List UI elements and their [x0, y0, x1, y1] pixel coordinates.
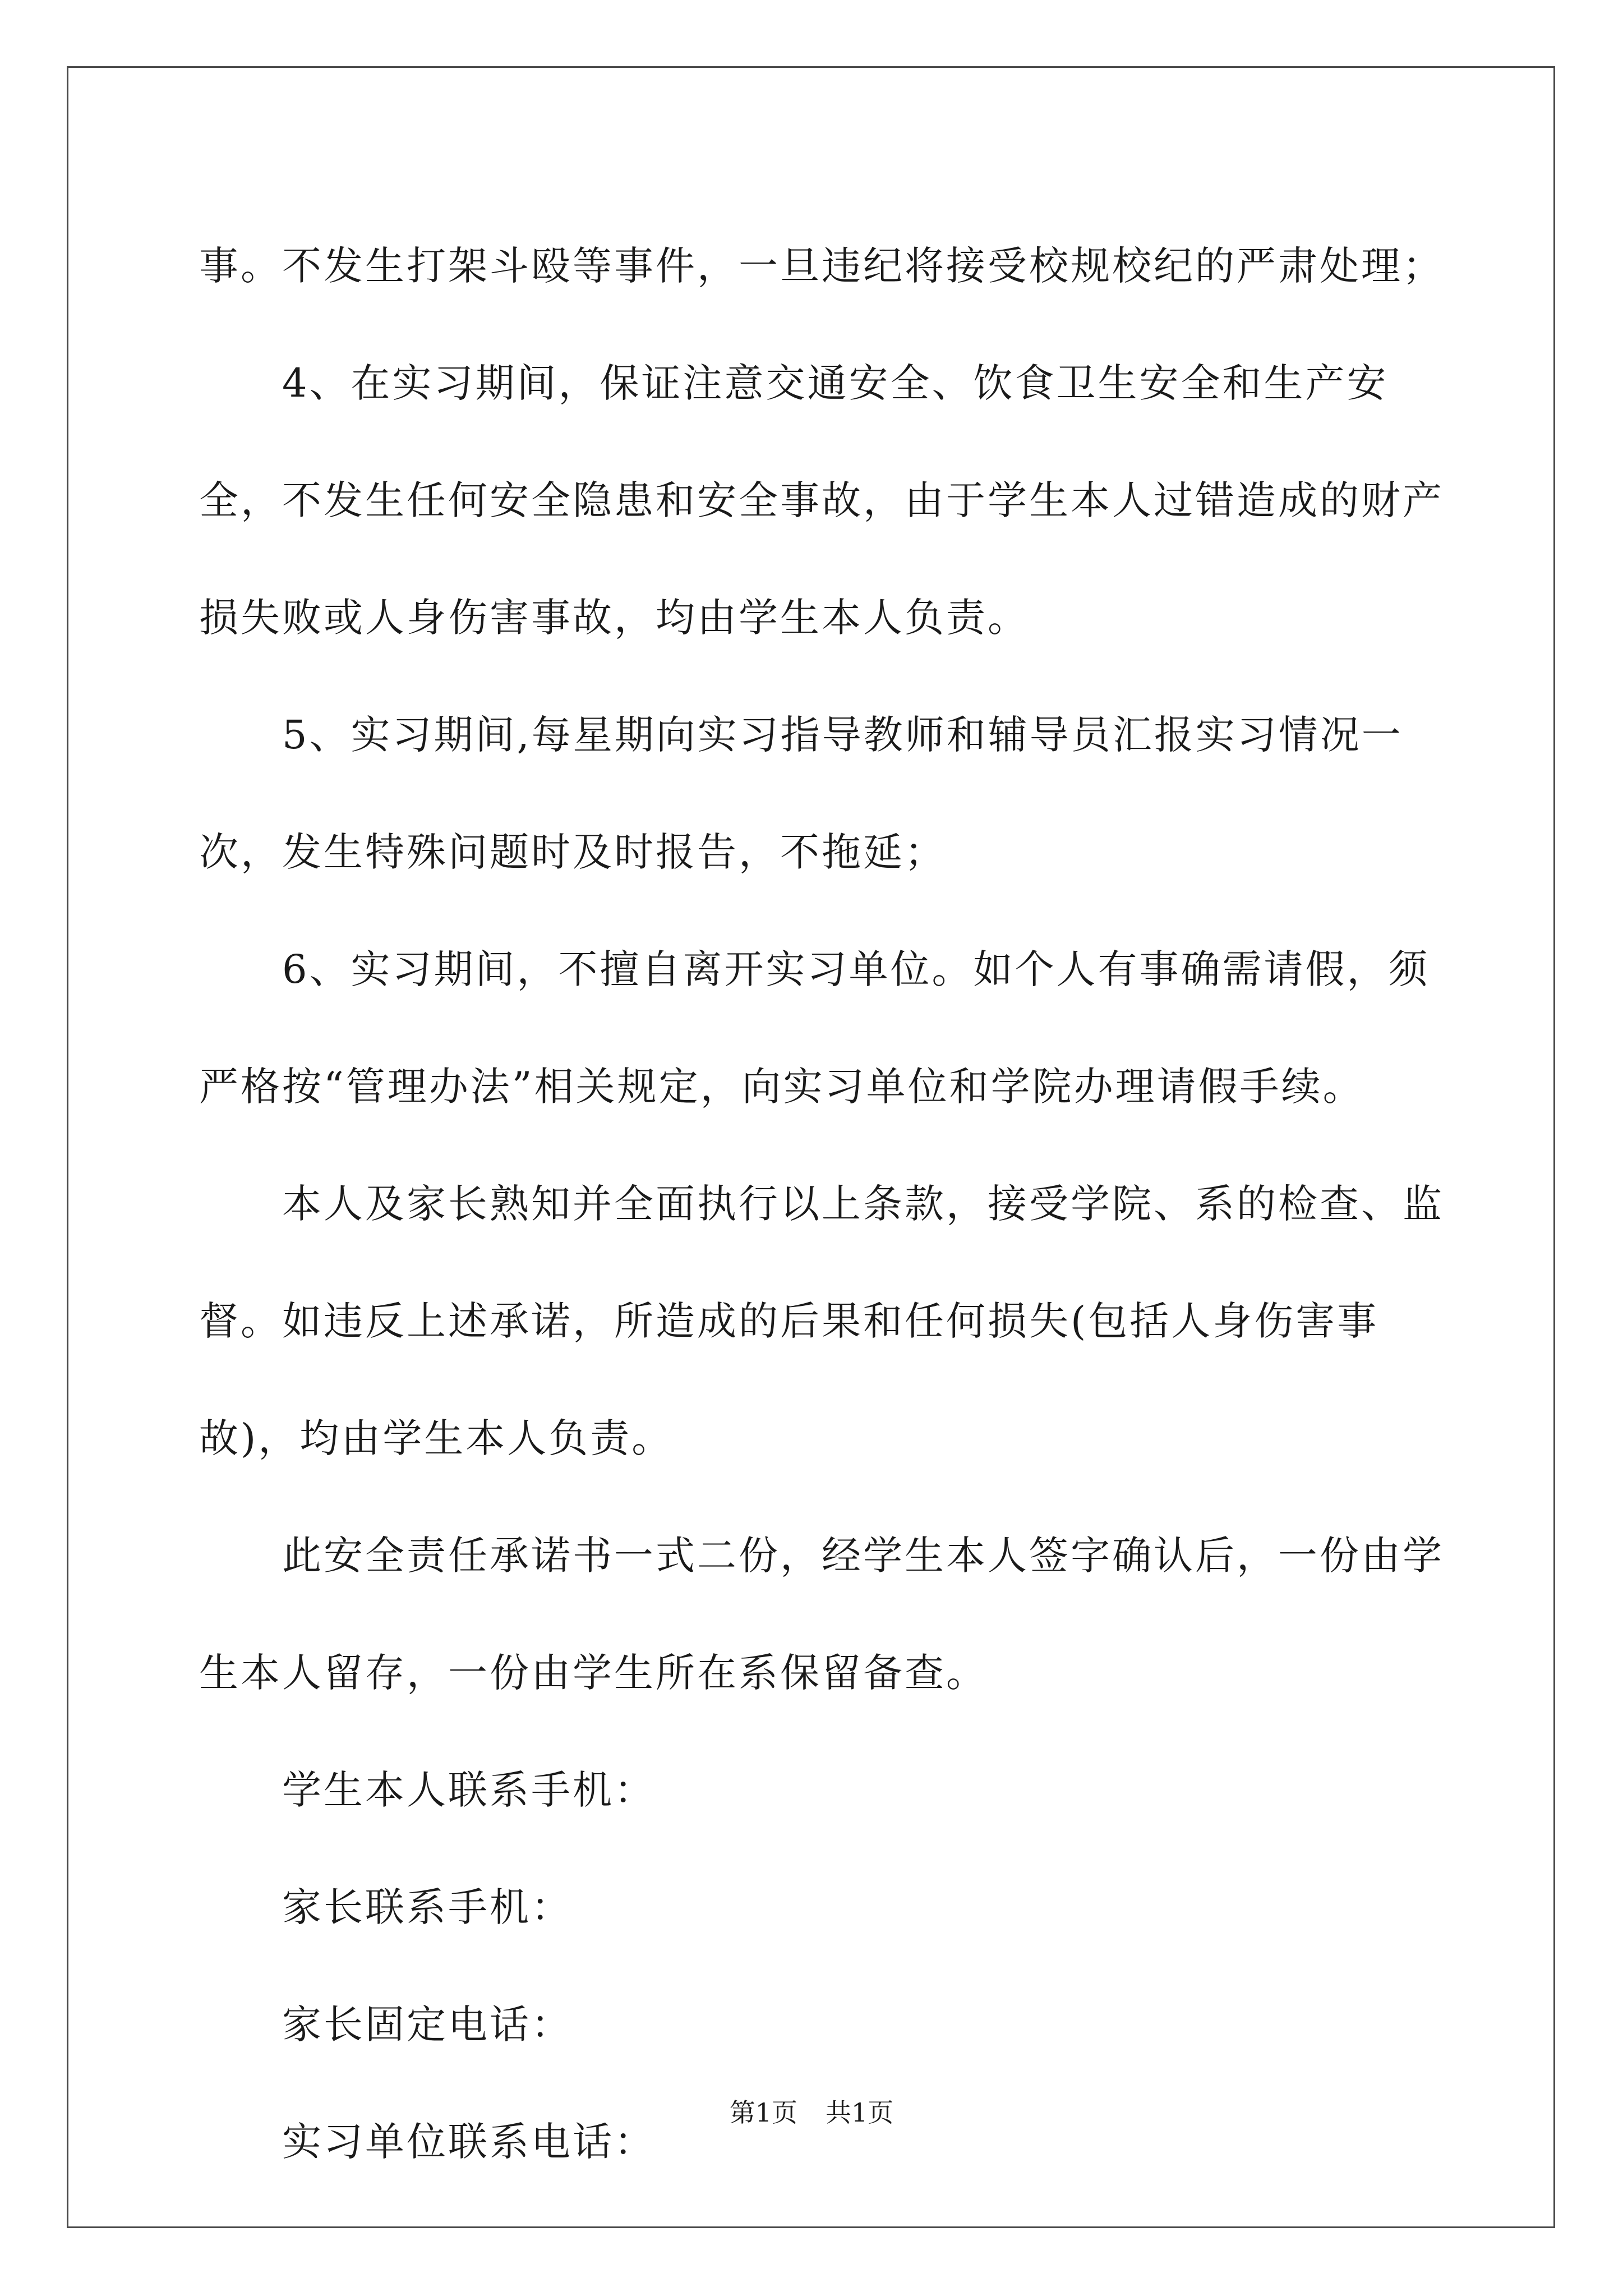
- paragraph-item-5: 5、实习期间,每星期向实习指导教师和辅导员汇报实习情况一次，发生特殊问题时及时报告，不拖延；: [199, 712, 1403, 875]
- document-body: [199, 208, 1444, 2201]
- field-parent-landline: 家长固定电话：: [282, 2001, 573, 2047]
- field-parent-phone: 家长联系手机：: [282, 1884, 573, 1930]
- page-number-total: 共1页: [826, 2097, 894, 2128]
- paragraph-item-4: 4、在实习期间，保证注意交通安全、饮食卫生安全和生产安全，不发生任何安全隐患和安全事故，由于学生本人过错造成的财产损失败或人身伤害事故，均由学生本人负责。: [199, 360, 1444, 641]
- paragraph-acknowledgement: 本人及家长熟知并全面执行以上条款，接受学院、系的检查、监督。如违反上述承诺，所造成的后果和任何损失(包括人身伤害事故)，均由学生本人负责。: [199, 1181, 1444, 1461]
- paragraph-copies: 此安全责任承诺书一式二份，经学生本人签字确认后，一份由学生本人留存，一份由学生所在系保留备查。: [199, 1533, 1444, 1696]
- paragraph-item-6: 6、实习期间，不擅自离开实习单位。如个人有事确需请假，须严格按“管理办法”相关规定，向实习单位和学院办理请假手续。: [199, 946, 1430, 1110]
- page-number-current: 第1页: [729, 2097, 797, 2128]
- page-footer: [0, 2092, 1623, 2129]
- field-student-phone: 学生本人联系手机：: [282, 1767, 656, 1813]
- field-internship-phone: 实习单位联系电话：: [282, 2119, 656, 2165]
- paragraph-continuation: 事。不发生打架斗殴等事件，一旦违纪将接受校规校纪的严肃处理；: [199, 243, 1444, 289]
